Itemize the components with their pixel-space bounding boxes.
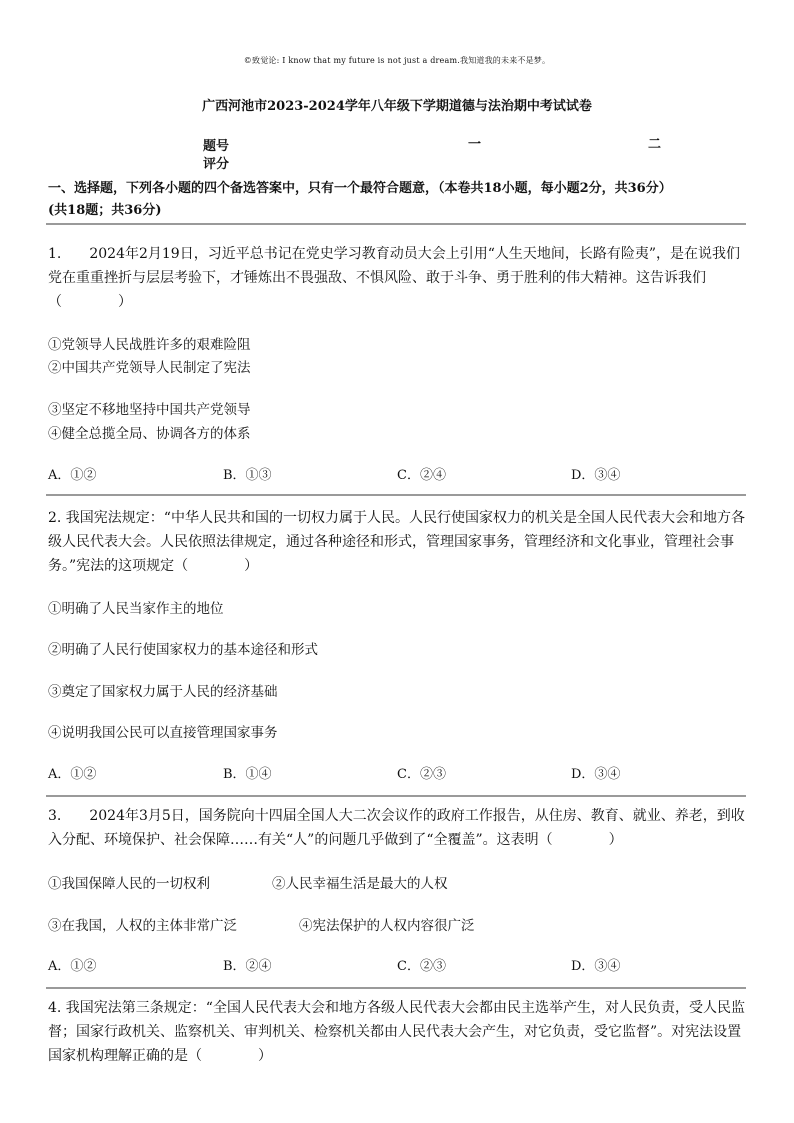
question-1-stem: 1. 2024年2月19日，习近平总书记在党史学习教育动员大会上引用“人生天地间，长路有险夷”，是在说我们党在重重挫折与层层考验下，才锤炼出不畏强敌、不惧风险、敢于斗争、勇于胜利的伟大精神。这告诉我们（ ） — [48, 246, 741, 310]
divider — [46, 494, 746, 496]
question-2-choice-b[interactable]: B．①④ — [223, 767, 272, 782]
page-motto: ©致觉论: I know that my future is not just a dream.我知道我的未来不是梦。 — [243, 56, 551, 65]
table-row-label-score: 评分 — [203, 157, 230, 172]
question-1-option-3: ③坚定不移地坚持中国共产党领导 — [48, 402, 251, 418]
section-heading: 一、选择题，下列各小题的四个备选答案中，只有一个最符合题意，（本卷共18小题，每小题2分，共36分） — [48, 181, 672, 196]
question-3-choice-d[interactable]: D．③④ — [571, 959, 621, 974]
question-2-option-4: ④说明我国公民可以直接管理国家事务 — [48, 725, 278, 741]
question-2-option-1: ①明确了人民当家作主的地位 — [48, 601, 224, 617]
question-2-option-2: ②明确了人民行使国家权力的基本途径和形式 — [48, 642, 318, 658]
question-1-choices — [48, 464, 748, 484]
question-3-choices — [48, 955, 748, 975]
question-3-choice-c[interactable]: C．②③ — [397, 959, 446, 974]
question-3-option-2: ②人民幸福生活是最大的人权 — [272, 876, 448, 892]
question-3-option-1: ①我国保障人民的一切权利 — [48, 876, 210, 892]
question-1-option-2: ②中国共产党领导人民制定了宪法 — [48, 360, 251, 376]
question-2-option-3: ③奠定了国家权力属于人民的经济基础 — [48, 684, 278, 700]
table-row-label-number: 题号 — [203, 139, 230, 154]
question-1-choice-a[interactable]: A．①② — [48, 468, 97, 483]
question-3-choice-b[interactable]: B．②④ — [223, 959, 272, 974]
table-col-two: 二 — [648, 137, 662, 152]
question-1-choice-d[interactable]: D．③④ — [571, 468, 621, 483]
question-2-choices — [48, 763, 748, 783]
question-1-choice-c[interactable]: C．②④ — [397, 468, 446, 483]
question-3-option-3: ③在我国，人权的主体非常广泛 — [48, 918, 237, 934]
question-3-choice-a[interactable]: A．①② — [48, 959, 97, 974]
exam-title: 广西河池市2023-2024学年八年级下学期道德与法治期中考试试卷 — [202, 99, 592, 114]
question-2-choice-c[interactable]: C．②③ — [397, 767, 446, 782]
question-4-stem: 4. 我国宪法第三条规定：“全国人民代表大会和地方各级人民代表大会都由民主选举产生，对人民负责，受人民监督；国家行政机关、监察机关、审判机关、检察机关都由人民代表大会产生，对它负责，受它监督”。对宪法设置国家机构理解正确的是（ ） — [48, 1000, 745, 1064]
question-2-choice-d[interactable]: D．③④ — [571, 767, 621, 782]
divider — [46, 987, 746, 989]
section-subheading: (共18题；共36分) — [48, 203, 162, 218]
question-1-option-1: ①党领导人民战胜许多的艰难险阻 — [48, 337, 251, 353]
divider — [46, 223, 746, 225]
question-1-choice-b[interactable]: B．①③ — [223, 468, 272, 483]
table-col-one: 一 — [468, 137, 482, 152]
question-3-option-4: ④宪法保护的人权内容很广泛 — [299, 918, 475, 934]
question-2-choice-a[interactable]: A．①② — [48, 767, 97, 782]
question-2-stem: 2. 我国宪法规定：“中华人民共和国的一切权力属于人民。人民行使国家权力的机关是全国人民代表大会和地方各级人民代表大会。人民依照法律规定，通过各种途径和形式，管理国家事务，管理经济和文化事业，管理社会事务。”宪法的这项规定（ ） — [48, 510, 745, 574]
question-3-stem: 3. 2024年3月5日，国务院向十四届全国人大二次会议作的政府工作报告，从住房、教育、就业、养老，到收入分配、环境保护、社会保障……有关“人”的问题几乎做到了“全覆盖”。这表明（ ） — [48, 808, 745, 848]
question-1-option-4: ④健全总揽全局、协调各方的体系 — [48, 426, 251, 442]
divider — [46, 795, 746, 797]
